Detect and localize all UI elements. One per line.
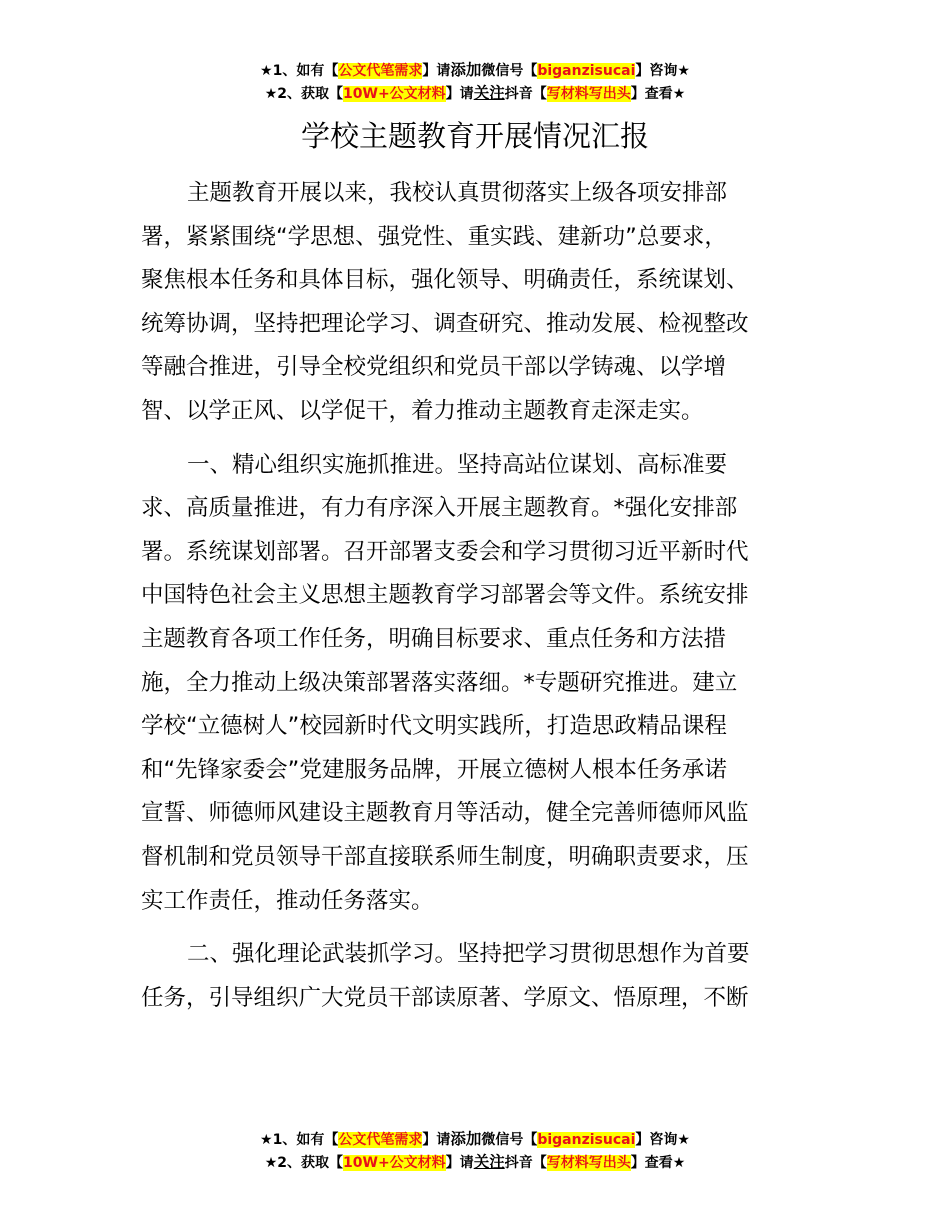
- banner-text: ★1、如有【: [260, 63, 339, 79]
- text-line: 智、以学正风、以学促干，着力推动主题教育走深走实。: [141, 397, 704, 424]
- document-body: [141, 172, 813, 1020]
- paragraph-section-1: [141, 444, 813, 924]
- highlight-wechat-id: biganzisucai: [537, 1132, 636, 1148]
- banner-text: 】咨询★: [635, 63, 690, 79]
- banner-text: 】查看★: [630, 86, 686, 102]
- banner-text: 】请: [445, 1155, 474, 1171]
- footer-banner: [0, 1128, 950, 1174]
- paragraph-section-2: [141, 933, 813, 1020]
- text-line: 任务，引导组织广大党员干部读原著、学原文、悟原理，不断: [141, 984, 749, 1011]
- banner-text: 】请: [422, 63, 451, 79]
- text-line: 二、强化理论武装抓学习。坚持把学习贯彻思想作为首要: [187, 941, 750, 968]
- banner-text: 微信号【: [481, 63, 538, 79]
- banner-line-2: [0, 1151, 950, 1174]
- highlight-materials: 10W+公文材料: [343, 86, 446, 102]
- highlight-ghostwriting: 公文代笔需求: [338, 1132, 423, 1148]
- banner-line-1: [0, 59, 950, 82]
- text-line: 宣誓、师德师风建设主题教育月等活动，健全完善师德师风监: [141, 800, 749, 827]
- text-line: 署。系统谋划部署。召开部署支委会和学习贯彻习近平新时代: [141, 538, 749, 565]
- document-title: 学校主题教育开展情况汇报: [300, 119, 649, 153]
- highlight-douyin: 写材料写出头: [546, 86, 631, 102]
- highlight-douyin: 写材料写出头: [546, 1155, 631, 1171]
- text-line: 等融合推进，引导全校党组织和党员干部以学铸魂、以学增: [141, 354, 727, 381]
- banner-text: ★1、如有【: [260, 1132, 339, 1148]
- text-line: 学校“立德树人”校园新时代文明实践所，打造思政精品课程: [141, 713, 727, 740]
- banner-line-1: [0, 1128, 950, 1151]
- paragraph-intro: [141, 172, 813, 434]
- banner-line-2: [0, 82, 950, 105]
- banner-emphasis: 添加: [450, 61, 482, 79]
- banner-text: 微信号【: [481, 1132, 538, 1148]
- text-line: 求、高质量推进，有力有序深入开展主题教育。*强化安排部: [141, 495, 738, 522]
- text-line: 施，全力推动上级决策部署落实落细。*专题研究推进。建立: [141, 669, 738, 696]
- text-line: 主题教育开展以来，我校认真贯彻落实上级各项安排部: [187, 180, 728, 206]
- banner-text: 】请: [422, 1132, 451, 1148]
- text-line: 督机制和党员领导干部直接联系师生制度，明确职责要求，压: [141, 843, 749, 870]
- highlight-ghostwriting: 公文代笔需求: [338, 63, 423, 79]
- text-line: 实工作责任，推动任务落实。: [141, 887, 434, 914]
- banner-text: ★2、获取【: [264, 86, 344, 102]
- banner-text: 抖音【: [504, 1155, 547, 1171]
- banner-text: 】查看★: [630, 1155, 686, 1171]
- highlight-wechat-id: biganzisucai: [537, 63, 636, 79]
- banner-emphasis: 关注: [473, 1153, 505, 1171]
- text-line: 主题教育各项工作任务，明确目标要求、重点任务和方法措: [141, 625, 727, 652]
- banner-text: ★2、获取【: [264, 1155, 344, 1171]
- text-line: 统筹协调，坚持把理论学习、调查研究、推动发展、检视整改: [141, 310, 749, 337]
- banner-text: 】咨询★: [635, 1132, 690, 1148]
- text-line: 署，紧紧围绕“学思想、强党性、重实践、建新功”总要求，: [141, 223, 727, 250]
- banner-text: 】请: [445, 86, 474, 102]
- banner-text: 抖音【: [504, 86, 547, 102]
- text-line: 中国特色社会主义思想主题教育学习部署会等文件。系统安排: [141, 582, 749, 609]
- header-banner: [0, 59, 950, 105]
- banner-emphasis: 添加: [450, 1130, 482, 1148]
- banner-emphasis: 关注: [473, 84, 505, 102]
- text-line: 一、精心组织实施抓推进。坚持高站位谋划、高标准要: [187, 451, 728, 478]
- text-line: 和“先锋家委会”党建服务品牌，开展立德树人根本任务承诺: [141, 756, 727, 783]
- highlight-materials: 10W+公文材料: [343, 1155, 446, 1171]
- text-line: 聚焦根本任务和具体目标，强化领导、明确责任，系统谋划、: [141, 267, 749, 294]
